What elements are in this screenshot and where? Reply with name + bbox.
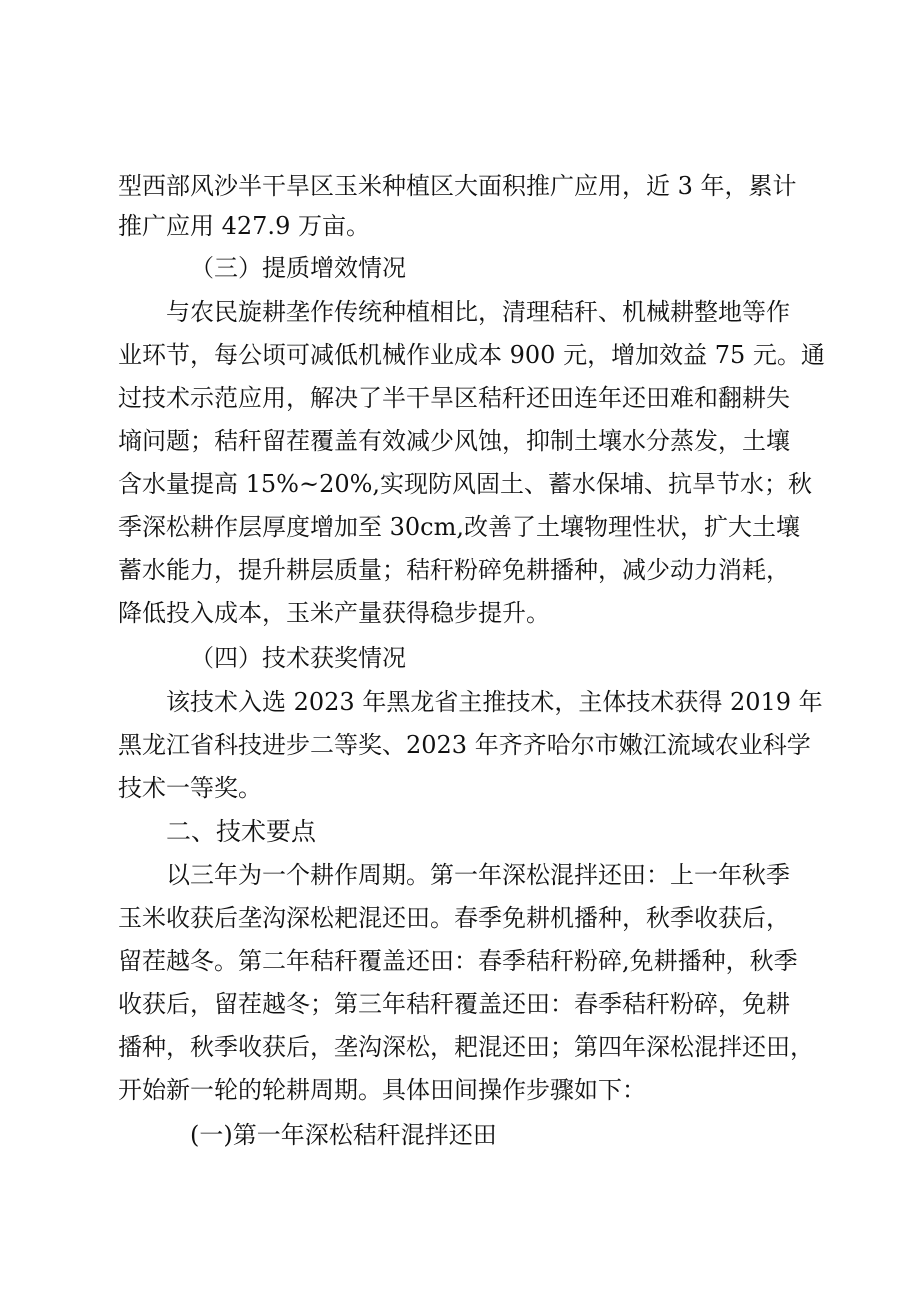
paragraph-line: 该技术入选 2023 年黑龙省主推技术，主体技术获得 2019 年 (166, 688, 823, 716)
paragraph-line: 开始新一轮的轮耕周期。具体田间操作步骤如下： (118, 1076, 646, 1104)
paragraph-line: 推广应用 427.9 万亩。 (118, 212, 370, 240)
paragraph-line: 业环节，每公顷可减低机械作业成本 900 元，增加效益 75 元。通 (118, 341, 825, 369)
paragraph-line: 黑龙江省科技进步二等奖、2023 年齐齐哈尔市嫩江流域农业科学 (118, 731, 811, 759)
paragraph-line: 技术一等奖。 (118, 774, 262, 802)
paragraph-line: 以三年为一个耕作周期。第一年深松混拌还田：上一年秋季 (166, 861, 790, 889)
paragraph-line: 型西部风沙半干旱区玉米种植区大面积推广应用，近 3 年，累计 (118, 172, 797, 200)
paragraph-line: 含水量提高 15%~20%,实现防风固土、蓄水保埔、抗旱节水；秋 (118, 470, 813, 498)
section-heading: （四）技术获奖情况 (190, 644, 406, 672)
paragraph-line: 收获后，留茬越冬；第三年秸秆覆盖还田：春季秸秆粉碎，免耕 (118, 990, 790, 1018)
subsection-heading: (一)第一年深松秸秆混拌还田 (190, 1121, 497, 1149)
paragraph-line: 降低投入成本，玉米产量获得稳步提升。 (118, 599, 550, 627)
paragraph-line: 留茬越冬。第二年秸秆覆盖还田：春季秸秆粉碎,免耕播种，秋季 (118, 947, 798, 975)
chapter-heading: 二、技术要点 (166, 817, 317, 846)
paragraph-line: 墒问题；秸秆留茬覆盖有效减少风蚀，抑制土壤水分蒸发，土壤 (118, 427, 790, 455)
section-heading: （三）提质增效情况 (190, 254, 406, 282)
paragraph-line: 与农民旋耕垄作传统种植相比，清理秸秆、机械耕整地等作 (166, 298, 790, 326)
paragraph-line: 蓄水能力，提升耕层质量；秸秆粉碎免耕播种，减少动力消耗， (118, 556, 790, 584)
paragraph-line: 玉米收获后垄沟深松耙混还田。春季免耕机播种，秋季收获后， (118, 904, 790, 932)
paragraph-line: 季深松耕作层厚度增加至 30cm,改善了土壤物理性状，扩大土壤 (118, 513, 800, 541)
paragraph-line: 过技术示范应用，解决了半干旱区秸秆还田连年还田难和翻耕失 (118, 384, 790, 412)
paragraph-line: 播种，秋季收获后，垄沟深松，耙混还田；第四年深松混拌还田， (118, 1033, 814, 1061)
